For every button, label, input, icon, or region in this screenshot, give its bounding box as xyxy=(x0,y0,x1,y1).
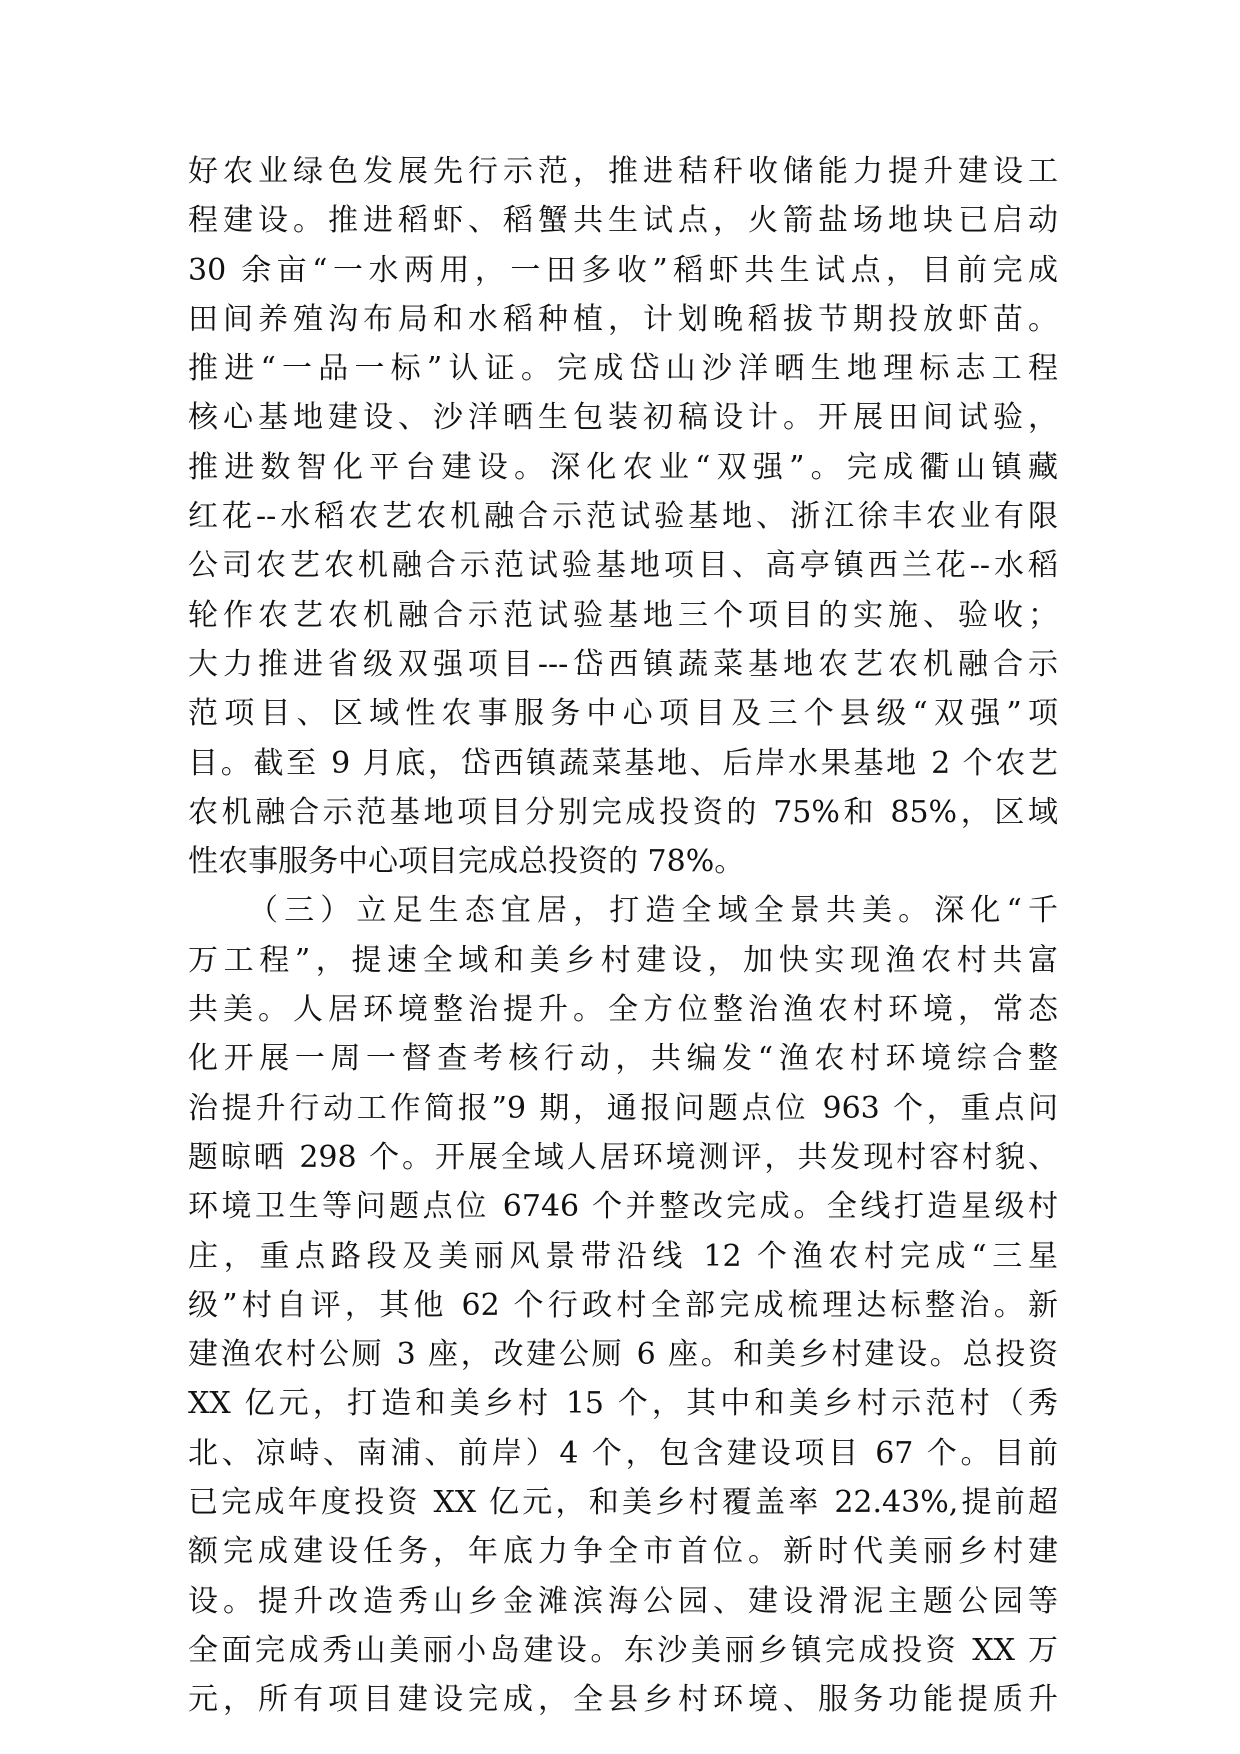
text-line: 万工程”，提速全域和美乡村建设，加快实现渔农村共富 xyxy=(188,942,1058,978)
section-heading-line: （三）立足生态宜居，打造全域全景共美。深化“千 xyxy=(248,893,1058,929)
text-line: 轮作农艺农机融合示范试验基地三个项目的实施、验收； xyxy=(188,597,1058,633)
text-line: 化开展一周一督查考核行动，共编发“渔农村环境综合整 xyxy=(188,1041,1058,1077)
text-line: 好农业绿色发展先行示范，推进秸秆收储能力提升建设工 xyxy=(188,154,1058,189)
text-line: 治提升行动工作简报”9 期，通报问题点位 963 个，重点问 xyxy=(188,1090,1058,1126)
text-line: 庄，重点路段及美丽风景带沿线 12 个渔农村完成“三星 xyxy=(188,1238,1058,1274)
text-line: 设。提升改造秀山乡金滩滨海公园、建设滑泥主题公园等 xyxy=(188,1583,1058,1619)
text-line: 额完成建设任务，年底力争全市首位。新时代美丽乡村建 xyxy=(188,1534,1058,1570)
text-line: 级”村自评，其他 62 个行政村全部完成梳理达标整治。新 xyxy=(188,1287,1058,1323)
text-line: 田间养殖沟布局和水稻种植，计划晚稻拔节期投放虾苗。 xyxy=(188,301,1058,337)
text-line: 建渔农村公厕 3 座，改建公厕 6 座。和美乡村建设。总投资 xyxy=(188,1337,1058,1373)
text-line: 推进数智化平台建设。深化农业“双强”。完成衢山镇藏 xyxy=(188,449,1058,485)
text-line: 目。截至 9 月底，岱西镇蔬菜基地、后岸水果基地 2 个农艺 xyxy=(188,745,1058,781)
paragraph-end-line: 性农事服务中心项目完成总投资的 78%。 xyxy=(188,844,745,880)
text-line: 题晾晒 298 个。开展全域人居环境测评，共发现村容村貌、 xyxy=(188,1139,1058,1175)
text-line: 环境卫生等问题点位 6746 个并整改完成。全线打造星级村 xyxy=(188,1189,1058,1225)
text-line: 大力推进省级双强项目---岱西镇蔬菜基地农艺农机融合示 xyxy=(188,646,1058,682)
text-line: 范项目、区域性农事服务中心项目及三个县级“双强”项 xyxy=(188,696,1058,732)
text-line: XX 亿元，打造和美乡村 15 个，其中和美乡村示范村（秀 xyxy=(188,1386,1058,1422)
text-line: 元，所有项目建设完成，全县乡村环境、服务功能提质升 xyxy=(188,1682,1058,1718)
body-text xyxy=(188,147,1058,1725)
text-line: 红花--水稻农艺农机融合示范试验基地、浙江徐丰农业有限 xyxy=(188,499,1058,535)
text-line: 30 余亩“一水两用，一田多收”稻虾共生试点，目前完成 xyxy=(188,252,1058,288)
text-line: 程建设。推进稻虾、稻蟹共生试点，火箭盐场地块已启动 xyxy=(188,203,1058,239)
text-line: 已完成年度投资 XX 亿元，和美乡村覆盖率 22.43%,提前超 xyxy=(188,1485,1058,1521)
text-line: 农机融合示范基地项目分别完成投资的 75%和 85%，区域 xyxy=(188,794,1058,830)
text-line: 推进“一品一标”认证。完成岱山沙洋晒生地理标志工程 xyxy=(188,351,1058,387)
text-line: 核心基地建设、沙洋晒生包装初稿设计。开展田间试验， xyxy=(188,400,1058,436)
text-line: 公司农艺农机融合示范试验基地项目、高亭镇西兰花--水稻 xyxy=(188,548,1058,584)
text-line: 北、凉峙、南浦、前岸）4 个，包含建设项目 67 个。目前 xyxy=(188,1435,1058,1471)
text-line: 全面完成秀山美丽小岛建设。东沙美丽乡镇完成投资 XX 万 xyxy=(188,1632,1058,1668)
text-line: 共美。人居环境整治提升。全方位整治渔农村环境，常态 xyxy=(188,992,1058,1028)
